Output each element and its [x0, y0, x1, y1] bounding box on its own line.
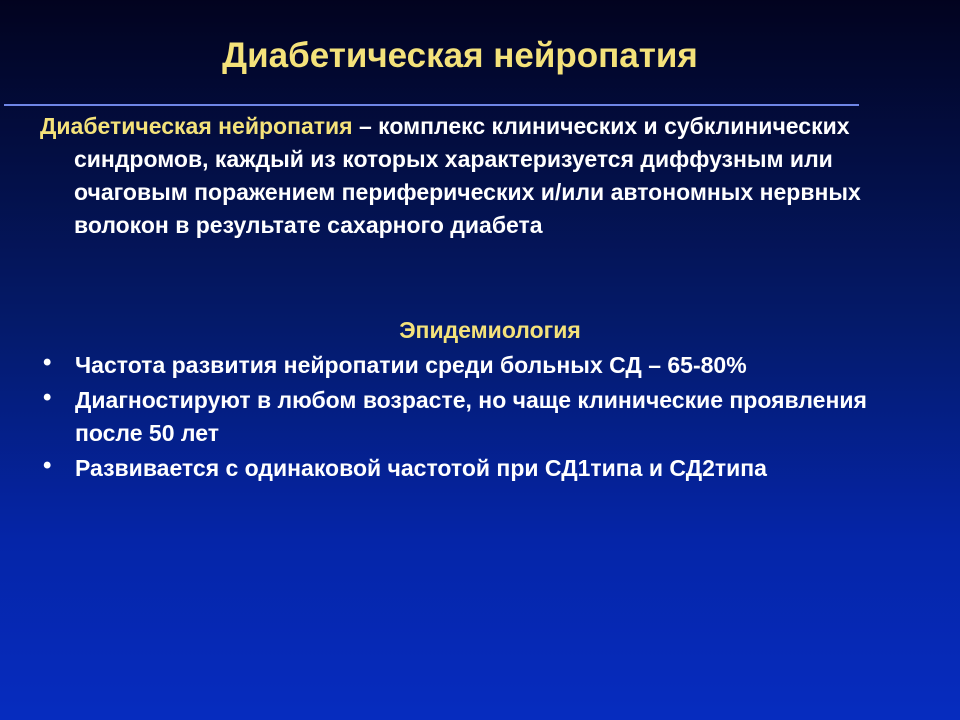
slide-title: Диабетическая нейропатия: [222, 36, 698, 75]
section-heading-epidemiology: Эпидемиология: [399, 317, 581, 343]
definition-term: Диабетическая нейропатия: [40, 113, 353, 139]
bullet-item: [40, 349, 930, 382]
bullet-item: [40, 452, 930, 485]
bullet-text: Развивается с одинаковой частотой при СД1типа и СД2типа: [75, 455, 767, 481]
bullet-text: Частота развития нейропатии среди больных СД – 65-80%: [75, 352, 747, 378]
definition-text: – комплекс клинических и субклинических синдромов, каждый из которых характеризуется диффузным или очаговым поражением периферических и/или автономных нервных волокон в результате сахарного диабета: [74, 113, 861, 238]
bullet-icon: •: [43, 384, 52, 411]
epidemiology-bullet-list: [40, 349, 930, 487]
bullet-icon: •: [43, 452, 52, 479]
title-divider: [4, 104, 859, 106]
bullet-text: Диагностируют в любом возрасте, но чаще клинические проявления после 50 лет: [75, 387, 867, 446]
bullet-item: [40, 384, 930, 450]
bullet-icon: •: [43, 349, 52, 376]
definition-paragraph: [40, 110, 934, 242]
